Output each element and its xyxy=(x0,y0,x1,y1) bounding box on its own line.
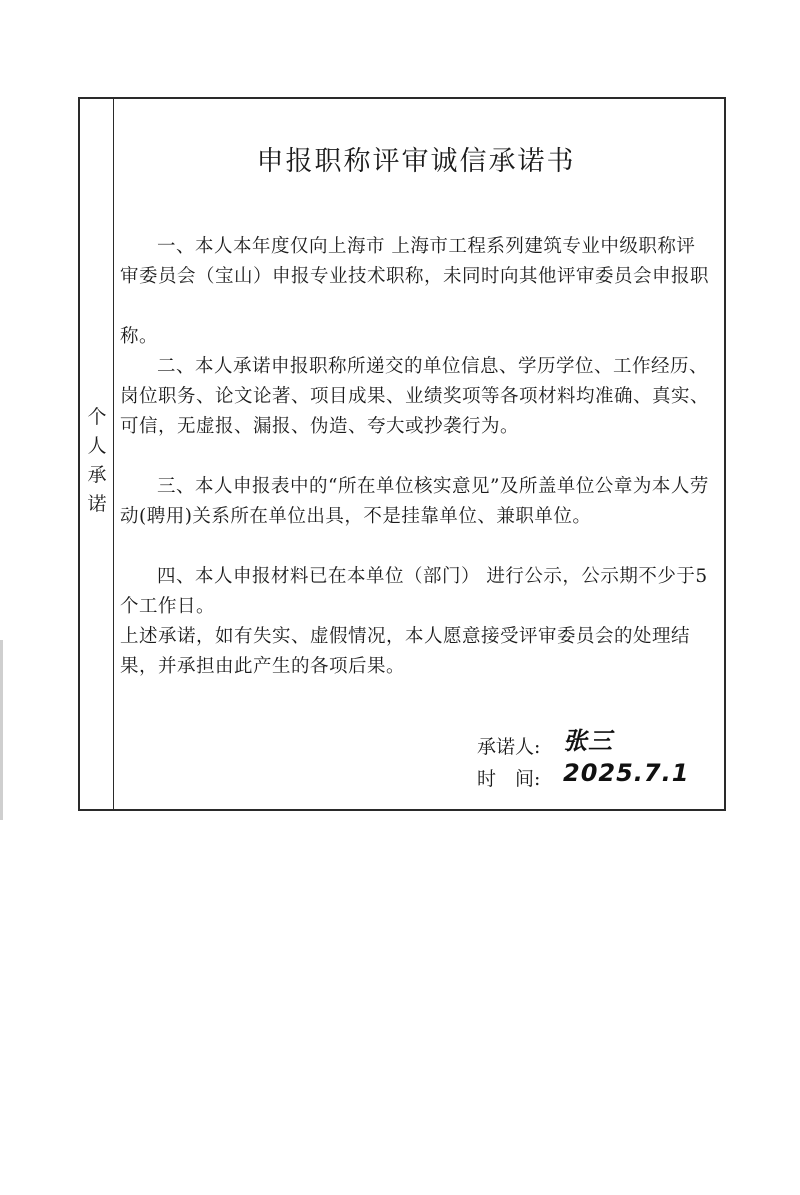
paragraph-4: 四、本人申报材料已在本单位（部门） 进行公示，公示期不少于5个工作日。 xyxy=(120,566,708,617)
signature-handwriting: 张三 xyxy=(563,727,613,755)
date-label: 时 间: xyxy=(477,768,541,790)
scan-edge-mark xyxy=(0,640,3,820)
document-title: 申报职称评审诚信承诺书 xyxy=(256,146,576,177)
date-row xyxy=(477,759,690,795)
side-label-char: 人 xyxy=(87,435,107,457)
paragraph-2: 二、本人承诺申报职称所递交的单位信息、学历学位、工作经历、岗位职务、论文论著、项目成果、业绩奖项等各项材料均准确、真实、可信，无虚报、漏报、伪造、夸大或抄袭行为。 xyxy=(120,356,710,437)
signer-label: 承诺人: xyxy=(477,736,541,758)
side-label-char: 诺 xyxy=(87,493,107,515)
paragraph-1: 一、本人本年度仅向上海市 上海市工程系列建筑专业中级职称评审委员会（宝山）申报专业技术职称，未同时向其他评审委员会申报职 xyxy=(120,236,710,287)
signature-block xyxy=(477,727,690,795)
side-label-char: 承 xyxy=(87,464,107,486)
commitment-form xyxy=(78,97,726,811)
paragraph-3: 三、本人申报表中的“所在单位核实意见”及所盖单位公章为本人劳动(聘用)关系所在单位出具，不是挂靠单位、兼职单位。 xyxy=(120,476,709,527)
paragraph-1-continued: 称。 xyxy=(120,326,159,347)
side-label-char: 个 xyxy=(87,406,107,428)
paragraph-5: 上述承诺，如有失实、虚假情况，本人愿意接受评审委员会的处理结果，并承担由此产生的各项后果。 xyxy=(120,626,691,677)
date-handwriting: 2025.7.1 xyxy=(563,759,690,787)
signer-row xyxy=(477,727,613,763)
side-label-column xyxy=(80,99,114,809)
